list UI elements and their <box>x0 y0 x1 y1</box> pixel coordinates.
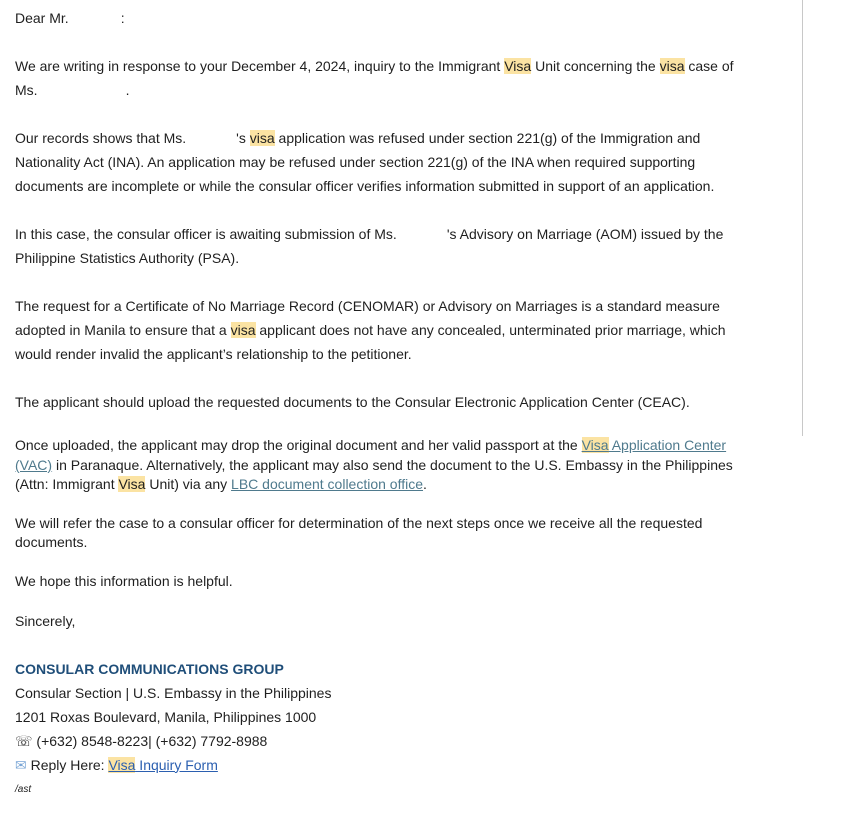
envelope-icon: ✉ <box>15 756 27 773</box>
paragraph-helpful: We hope this information is helpful. <box>15 572 233 589</box>
lbc-link[interactable]: LBC document collection office <box>231 476 424 492</box>
telephone-icon: ☏ <box>15 732 33 749</box>
paragraph-upload: The applicant should upload the requested documents to the Consular Electronic Application Center (CEAC). <box>15 394 690 410</box>
signature-section: Consular Section | U.S. Embassy in the Philippines <box>15 684 332 701</box>
paragraph-inquiry: We are writing in response to your December 4, 2024, inquiry to the Immigrant Visa Unit concerning the visa case of Ms. . <box>15 58 734 98</box>
salutation: Dear Mr. : <box>15 10 125 26</box>
vac-link[interactable]: Application Center <box>608 437 727 453</box>
paragraph-dropoff: Once uploaded, the applicant may drop the original document and her valid passport at the Visa Application Center (VAC) in Paranaque. Alternatively, the applicant may also send the document to the U.S. Embassy in the Philippines (Attn: Immigrant Visa Unit) via any LBC document collection office. <box>15 437 733 492</box>
paragraph-aom: In this case, the consular officer is awaiting submission of Ms. 's Advisory on Marriage (AOM) issued by the Philippine Statistics Authority (PSA). <box>15 226 724 266</box>
vac-link-abbrev[interactable]: (VAC) <box>15 456 53 473</box>
inquiry-form-link-highlight[interactable]: Visa <box>108 756 136 773</box>
page-margin-line <box>802 0 803 436</box>
inquiry-form-link[interactable]: Inquiry Form <box>135 756 218 773</box>
signature-reply: ✉ Reply Here: Visa Inquiry Form <box>15 756 218 773</box>
signature-block <box>15 657 775 797</box>
initials: /ast <box>15 783 32 795</box>
signature-group: CONSULAR COMMUNICATIONS GROUP <box>15 660 284 677</box>
paragraph-refusal: Our records shows that Ms. 's visa application was refused under section 221(g) of the Immigration and Nationality Act (INA). An application may be refused under section 221(g) of the INA when required supporting documents are incomplete or while the consular officer verifies information submitted in support of an application. <box>15 130 715 194</box>
email-body <box>15 6 775 797</box>
paragraph-cenomar: The request for a Certificate of No Marriage Record (CENOMAR) or Advisory on Marriages is a standard measure adopted in Manila to ensure that a visa applicant does not have any concealed, unterminated prior marriage, which would render invalid the applicant’s relationship to the petitioner. <box>15 298 726 362</box>
signature-phone: ☏ (+632) 8548-8223| (+632) 7792-8988 <box>15 732 268 749</box>
signature-address: 1201 Roxas Boulevard, Manila, Philippines 1000 <box>15 708 317 725</box>
vac-link-highlight[interactable]: Visa <box>581 437 609 453</box>
paragraph-next-steps: We will refer the case to a consular officer for determination of the next steps once we receive all the requested documents. <box>15 514 703 550</box>
closing: Sincerely, <box>15 613 76 629</box>
